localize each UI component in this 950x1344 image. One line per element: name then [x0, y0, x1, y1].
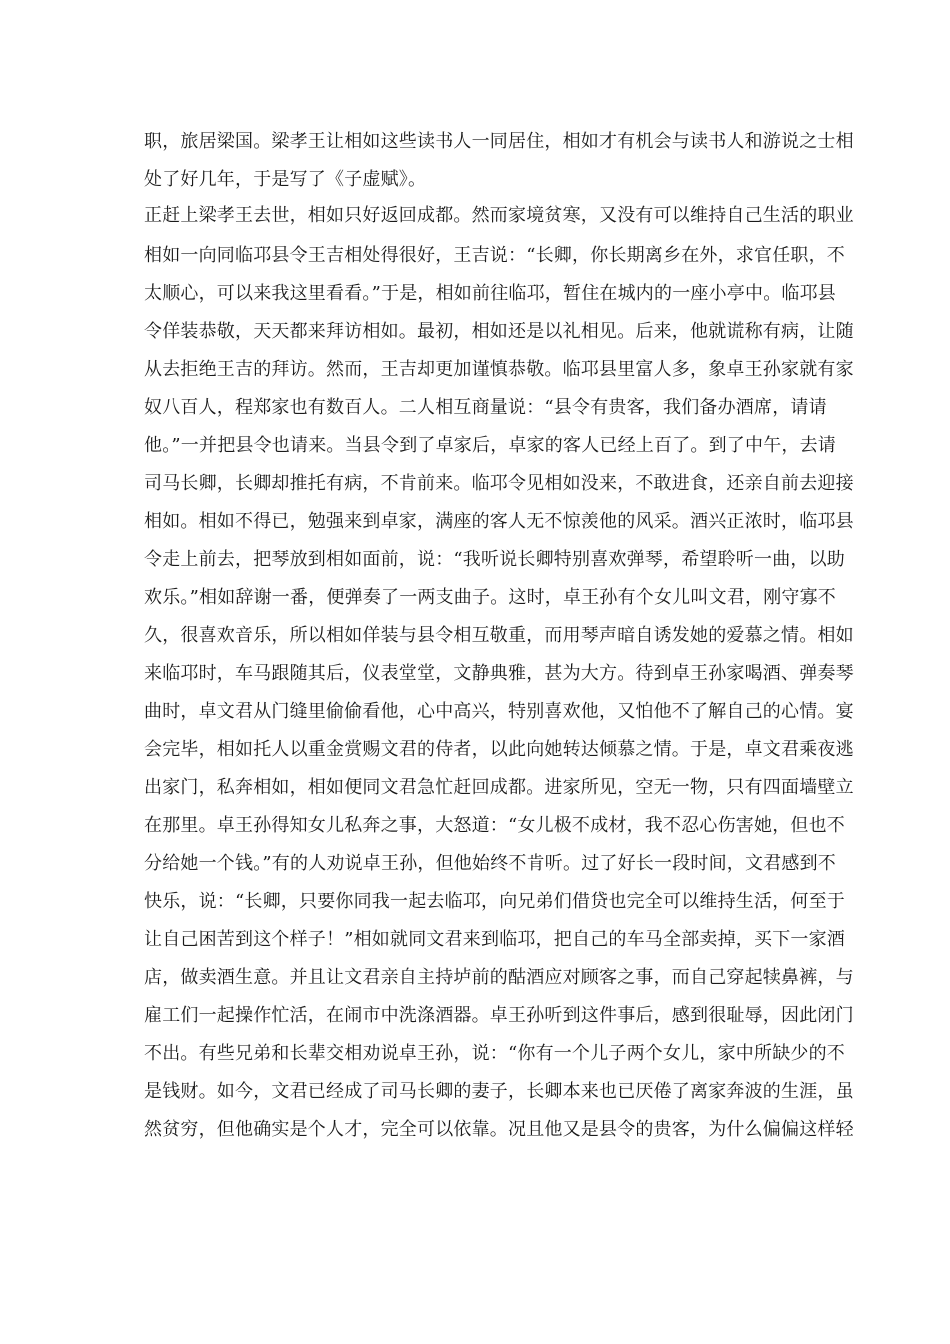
text-line: 出家门，私奔相如，相如便同文君急忙赶回成都。进家所见，空无一物，只有四面墙壁立 — [144, 777, 854, 798]
text-line: 会完毕，相如托人以重金赏赐文君的侍者，以此向她转达倾慕之情。于是，卓文君乘夜逃 — [144, 739, 854, 760]
text-line: 然贫穷，但他确实是个人才，完全可以依靠。况且他又是县令的贵客，为什么偏偏这样轻 — [144, 1119, 854, 1140]
text-line: 雇工们一起操作忙活，在闹市中洗涤酒器。卓王孙听到这件事后，感到很耻辱，因此闭门 — [144, 1005, 854, 1026]
text-line: 职，旅居梁国。梁孝王让相如这些读书人一同居住，相如才有机会与读书人和游说之士相 — [144, 131, 854, 152]
text-line: 令走上前去，把琴放到相如面前，说：“我听说长卿特别喜欢弹琴，希望聆听一曲，以助 — [144, 549, 845, 570]
text-line: 在那里。卓王孙得知女儿私奔之事，大怒道：“女儿极不成材，我不忍心伤害她，但也不 — [144, 815, 845, 836]
text-line: 曲时，卓文君从门缝里偷偷看他，心中高兴，特别喜欢他，又怕他不了解自己的心情。宴 — [144, 701, 854, 722]
text-line: 让自己困苦到这个样子！”相如就同文君来到临邛，把自己的车马全部卖掉，买下一家酒 — [144, 929, 845, 950]
text-line: 欢乐。”相如辞谢一番，便弹奏了一两支曲子。这时，卓王孙有个女儿叫文君，刚守寡不 — [144, 587, 836, 608]
text-line: 令佯装恭敬，天天都来拜访相如。最初，相如还是以礼相见。后来，他就谎称有病，让随 — [144, 321, 854, 342]
text-line: 分给她一个钱。”有的人劝说卓王孙，但他始终不肯听。过了好长一段时间，文君感到不 — [144, 853, 836, 874]
text-line: 司马长卿，长卿却推托有病，不肯前来。临邛令见相如没来，不敢进食，还亲自前去迎接 — [144, 473, 854, 494]
text-line: 处了好几年，于是写了《子虚赋》。 — [144, 169, 427, 190]
text-line: 不出。有些兄弟和长辈交相劝说卓王孙，说：“你有一个儿子两个女儿，家中所缺少的不 — [144, 1043, 845, 1064]
text-line: 店，做卖酒生意。并且让文君亲自主持垆前的酤酒应对顾客之事，而自己穿起犊鼻裤，与 — [144, 967, 854, 988]
text-line: 奴八百人，程郑家也有数百人。二人相互商量说：“县令有贵客，我们备办酒席，请请 — [144, 397, 827, 418]
text-line: 快乐，说：“长卿，只要你同我一起去临邛，向兄弟们借贷也完全可以维持生活，何至于 — [144, 891, 845, 912]
text-line: 正赶上梁孝王去世，相如只好返回成都。然而家境贫寒，又没有可以维持自己生活的职业 — [144, 205, 854, 226]
text-line: 他。”一并把县令也请来。当县令到了卓家后，卓家的客人已经上百了。到了中午，去请 — [144, 435, 836, 456]
text-line: 相如。相如不得已，勉强来到卓家，满座的客人无不惊羡他的风采。酒兴正浓时，临邛县 — [144, 511, 854, 532]
text-line: 久，很喜欢音乐，所以相如佯装与县令相互敬重，而用琴声暗自诱发她的爱慕之情。相如 — [144, 625, 854, 646]
text-line: 来临邛时，车马跟随其后，仪表堂堂，文静典雅，甚为大方。待到卓王孙家喝酒、弹奏琴 — [144, 663, 854, 684]
text-line: 是钱财。如今，文君已经成了司马长卿的妻子，长卿本来也已厌倦了离家奔波的生涯，虽 — [144, 1081, 854, 1102]
text-line: 从去拒绝王吉的拜访。然而，王吉却更加谨慎恭敬。临邛县里富人多，象卓王孙家就有家 — [144, 359, 854, 380]
text-line: 相如一向同临邛县令王吉相处得很好，王吉说：“长卿，你长期离乡在外，求官任职，不 — [144, 245, 845, 266]
text-line: 太顺心，可以来我这里看看。”于是，相如前往临邛，暂住在城内的一座小亭中。临邛县 — [144, 283, 836, 304]
